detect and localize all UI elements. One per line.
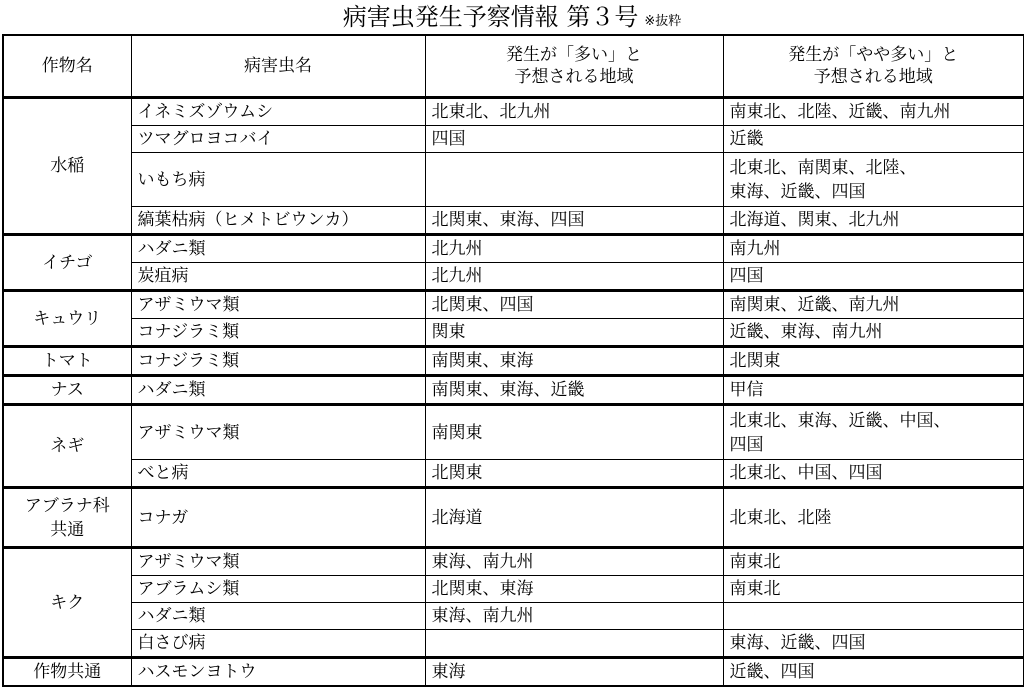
pest-name: ハダニ類 xyxy=(131,603,425,630)
table-row xyxy=(3,376,1024,405)
regions-many xyxy=(425,603,723,630)
pest-name: アザミウマ類 xyxy=(131,291,425,319)
table-row xyxy=(3,207,1024,235)
region-line: 甲信 xyxy=(729,380,764,400)
pest-name: ハスモンヨトウ xyxy=(131,658,425,687)
header-many xyxy=(425,35,723,98)
crop-group xyxy=(3,658,1024,687)
regions-many xyxy=(425,319,723,347)
regions-somewhat xyxy=(723,603,1024,630)
regions-somewhat xyxy=(723,235,1024,263)
region-line: 北関東、東海、四国 xyxy=(431,210,585,230)
table-row xyxy=(3,291,1024,319)
regions-somewhat xyxy=(723,347,1024,376)
region-line: 四国 xyxy=(729,434,764,455)
table-row xyxy=(3,576,1024,603)
table-row xyxy=(3,347,1024,376)
crop-name-line: 作物共通 xyxy=(33,662,102,682)
header-many-line1: 発生が「多い」と xyxy=(506,45,642,65)
table-row xyxy=(3,548,1024,576)
regions-somewhat xyxy=(723,153,1024,207)
regions-somewhat xyxy=(723,630,1024,658)
region-line: 近畿 xyxy=(729,129,764,149)
crop-name xyxy=(3,347,131,376)
crop-name xyxy=(3,376,131,405)
table-row xyxy=(3,658,1024,687)
regions-many xyxy=(425,576,723,603)
table-row xyxy=(3,405,1024,460)
table-row xyxy=(3,319,1024,347)
regions-many xyxy=(425,405,723,460)
region-line: 北関東、四国 xyxy=(431,295,534,315)
crop-name xyxy=(3,291,131,347)
title-note: ※抜粋 xyxy=(644,14,682,29)
region-line: 四国 xyxy=(431,129,466,149)
region-line: 四国 xyxy=(729,266,764,286)
pest-name: コナジラミ類 xyxy=(131,347,425,376)
pest-name: 炭疽病 xyxy=(131,263,425,291)
region-line: 東海 xyxy=(431,662,466,682)
regions-somewhat xyxy=(723,126,1024,153)
region-line: 南関東 xyxy=(431,422,483,443)
region-line: 北東北、北陸 xyxy=(729,507,832,528)
crop-name xyxy=(3,658,131,687)
table-row xyxy=(3,153,1024,207)
pest-name: アザミウマ類 xyxy=(131,548,425,576)
regions-somewhat xyxy=(723,576,1024,603)
table-row xyxy=(3,98,1024,126)
header-somewhat-line1: 発生が「やや多い」と xyxy=(788,45,959,65)
regions-somewhat xyxy=(723,405,1024,460)
pest-name: ハダニ類 xyxy=(131,376,425,405)
regions-many xyxy=(425,460,723,488)
regions-many xyxy=(425,235,723,263)
crop-name xyxy=(3,235,131,291)
regions-many xyxy=(425,291,723,319)
header-pest: 病害虫名 xyxy=(131,35,425,98)
regions-many xyxy=(425,207,723,235)
region-line: 北海道、関東、北九州 xyxy=(729,210,900,230)
table-row xyxy=(3,235,1024,263)
crop-name-line: アブラナ科 xyxy=(24,495,110,516)
crop-name-line: キュウリ xyxy=(33,308,102,329)
crop-name-line: キク xyxy=(50,592,85,613)
table-row xyxy=(3,126,1024,153)
crop-group xyxy=(3,488,1024,548)
regions-many xyxy=(425,263,723,291)
regions-somewhat xyxy=(723,460,1024,488)
regions-many xyxy=(425,658,723,687)
regions-somewhat xyxy=(723,263,1024,291)
crop-name xyxy=(3,405,131,488)
table-row xyxy=(3,488,1024,548)
region-line: 東海、近畿、四国 xyxy=(729,181,866,202)
pest-forecast-table xyxy=(2,34,1024,687)
regions-somewhat xyxy=(723,548,1024,576)
crop-name-line: 共通 xyxy=(50,519,85,540)
header-somewhat-line2: 予想される地域 xyxy=(813,67,933,87)
regions-many xyxy=(425,548,723,576)
crop-name xyxy=(3,98,131,235)
table-row xyxy=(3,603,1024,630)
region-line: 北東北、北九州 xyxy=(431,102,551,122)
table-row xyxy=(3,460,1024,488)
region-line: 南九州 xyxy=(729,239,781,259)
crop-name-line: イチゴ xyxy=(42,252,93,273)
table-row xyxy=(3,263,1024,291)
pest-name: べと病 xyxy=(131,460,425,488)
region-line: 南東北、北陸、近畿、南九州 xyxy=(729,102,951,122)
header-crop: 作物名 xyxy=(3,35,131,98)
regions-many xyxy=(425,488,723,548)
regions-somewhat xyxy=(723,319,1024,347)
pest-name: いもち病 xyxy=(131,153,425,207)
crop-name-line: ナス xyxy=(50,380,84,400)
pest-name: アブラムシ類 xyxy=(131,576,425,603)
regions-somewhat xyxy=(723,376,1024,405)
region-line: 南関東、近畿、南九州 xyxy=(729,295,900,315)
header-somewhat xyxy=(723,35,1024,98)
pest-name: コナガ xyxy=(131,488,425,548)
pest-name: アザミウマ類 xyxy=(131,405,425,460)
header-many-line2: 予想される地域 xyxy=(514,67,634,87)
regions-somewhat xyxy=(723,658,1024,687)
regions-many xyxy=(425,376,723,405)
region-line: 北関東、東海 xyxy=(431,579,534,599)
region-line: 近畿、四国 xyxy=(729,662,815,682)
region-line: 北九州 xyxy=(431,266,483,286)
crop-name-line: トマト xyxy=(41,351,93,371)
crop-name-line: 水稲 xyxy=(50,156,85,176)
crop-group xyxy=(3,235,1024,291)
regions-somewhat xyxy=(723,207,1024,235)
region-line: 北関東 xyxy=(431,463,483,483)
region-line: 北九州 xyxy=(431,239,483,259)
crop-name xyxy=(3,488,131,548)
title-bar xyxy=(0,0,1024,34)
region-line: 北海道 xyxy=(431,507,483,528)
pest-name: コナジラミ類 xyxy=(131,319,425,347)
region-line: 南東北 xyxy=(729,552,781,572)
pest-name: ツマグロヨコバイ xyxy=(131,126,425,153)
regions-many xyxy=(425,630,723,658)
regions-somewhat xyxy=(723,488,1024,548)
table-header xyxy=(3,35,1024,98)
region-line: 北東北、中国、四国 xyxy=(729,463,883,483)
crop-group xyxy=(3,291,1024,347)
crop-group xyxy=(3,405,1024,488)
pest-name: イネミズゾウムシ xyxy=(131,98,425,126)
title-main: 病害虫発生予察情報 第３号 xyxy=(342,3,639,31)
pest-name: 白さび病 xyxy=(131,630,425,658)
crop-group xyxy=(3,548,1024,658)
regions-many xyxy=(425,98,723,126)
crop-group xyxy=(3,347,1024,376)
regions-many xyxy=(425,126,723,153)
region-line: 近畿、東海、南九州 xyxy=(729,322,883,342)
region-line: 東海、近畿、四国 xyxy=(729,633,866,653)
region-line: 関東 xyxy=(431,322,466,342)
crop-group xyxy=(3,376,1024,405)
crop-name-line: ネギ xyxy=(50,436,85,456)
document-title xyxy=(0,3,1024,36)
region-line: 北東北、南関東、北陸、 xyxy=(729,157,917,178)
pest-name: 縞葉枯病（ヒメトビウンカ） xyxy=(131,207,425,235)
region-line: 南東北 xyxy=(729,579,781,599)
region-line: 東海、南九州 xyxy=(431,552,534,572)
crop-group xyxy=(3,98,1024,235)
regions-somewhat xyxy=(723,98,1024,126)
region-line: 東海、南九州 xyxy=(431,606,534,626)
regions-somewhat xyxy=(723,291,1024,319)
pest-name: ハダニ類 xyxy=(131,235,425,263)
region-line: 南関東、東海、近畿 xyxy=(431,380,585,400)
region-line: 南関東、東海 xyxy=(431,351,534,371)
crop-name xyxy=(3,548,131,658)
region-line: 北関東 xyxy=(729,351,781,371)
regions-many xyxy=(425,347,723,376)
region-line: 北東北、東海、近畿、中国、 xyxy=(729,410,951,431)
regions-many xyxy=(425,153,723,207)
table-row xyxy=(3,630,1024,658)
